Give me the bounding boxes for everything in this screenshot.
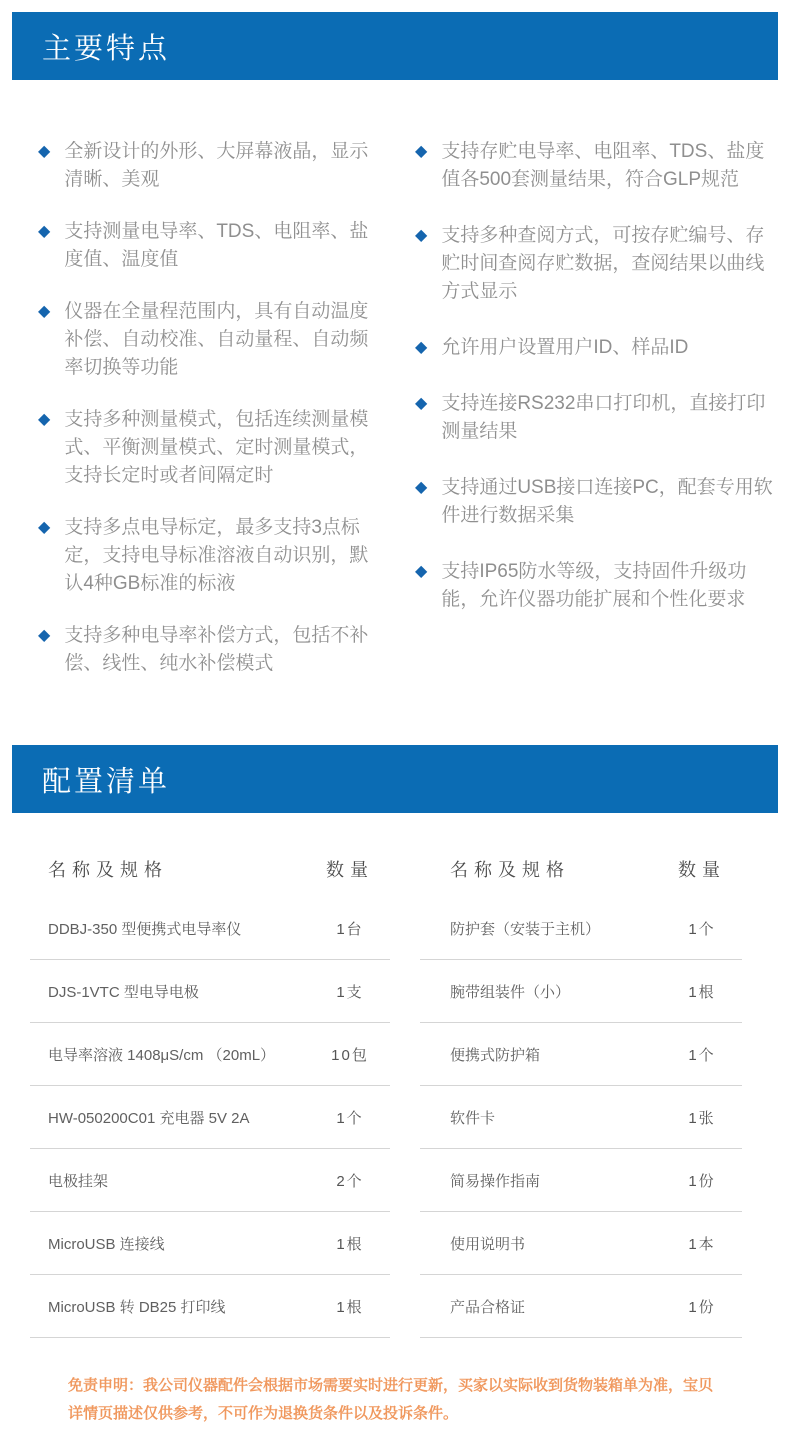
diamond-bullet-icon: ◆ — [38, 411, 51, 428]
feature-item — [38, 622, 387, 678]
table-header-row — [420, 841, 742, 897]
table-row — [30, 1212, 390, 1275]
item-name: 产品合格证 — [450, 1298, 526, 1316]
table-row — [420, 1023, 742, 1086]
item-qty: 1张 — [688, 1109, 716, 1127]
feature-text: 支持多点电导标定，最多支持3点标定，支持电导标准溶液自动识别，默认4种GB标准的标液 — [64, 517, 369, 594]
item-qty: 2个 — [336, 1172, 364, 1190]
feature-item — [38, 406, 387, 490]
item-name: 软件卡 — [450, 1109, 496, 1127]
feature-text: 支持连接RS232串口打印机，直接打印测量结果 — [441, 393, 766, 442]
feature-text: 支持通过USB接口连接PC，配套专用软件进行数据采集 — [441, 477, 773, 526]
item-name: HW-050200C01 充电器 5V 2A — [48, 1109, 250, 1127]
table-row — [420, 897, 742, 960]
features-column-left — [0, 138, 395, 733]
feature-text: 允许用户设置用户ID、样品ID — [441, 337, 689, 358]
item-name: MicroUSB 连接线 — [48, 1235, 165, 1253]
item-name: 电极挂架 — [48, 1172, 109, 1190]
disclaimer-text: 免责申明：我公司仪器配件会根据市场需要实时进行更新，买家以实际收到货物装箱单为准，宝贝详情页描述仅供参考，不可作为退换货条件以及投诉条件。 — [68, 1377, 714, 1422]
item-qty: 1个 — [336, 1109, 364, 1127]
item-name: 简易操作指南 — [450, 1172, 541, 1190]
item-name: DDBJ-350 型便携式电导率仪 — [48, 920, 242, 938]
diamond-bullet-icon: ◆ — [38, 519, 51, 536]
diamond-bullet-icon: ◆ — [415, 143, 428, 160]
config-table-right — [420, 841, 742, 1338]
features-section — [0, 80, 790, 733]
feature-item — [415, 138, 774, 194]
table-row — [30, 897, 390, 960]
table-row — [30, 960, 390, 1023]
feature-item — [38, 218, 387, 274]
diamond-bullet-icon: ◆ — [38, 627, 51, 644]
feature-text: 支持多种查阅方式，可按存贮编号、存贮时间查阅存贮数据，查阅结果以曲线方式显示 — [441, 225, 765, 302]
item-qty: 1份 — [688, 1172, 716, 1190]
item-name: DJS-1VTC 型电导电极 — [48, 983, 199, 1001]
name-header: 名称及规格 — [48, 860, 168, 880]
config-section-title: 配置清单 — [42, 765, 171, 798]
item-name: MicroUSB 转 DB25 打印线 — [48, 1298, 226, 1316]
feature-item — [38, 514, 387, 598]
item-qty: 1台 — [336, 920, 364, 938]
feature-text: 支持测量电导率、TDS、电阻率、盐度值、温度值 — [64, 221, 369, 270]
item-qty: 1本 — [688, 1235, 716, 1253]
feature-item — [38, 298, 387, 382]
name-header: 名称及规格 — [450, 860, 570, 880]
item-qty: 1份 — [688, 1298, 716, 1316]
item-qty: 10包 — [331, 1046, 369, 1064]
table-row — [420, 1149, 742, 1212]
features-column-right — [395, 138, 790, 733]
item-name: 电导率溶液 1408μS/cm （20mL） — [48, 1046, 276, 1064]
item-qty: 1根 — [336, 1235, 364, 1253]
config-table-left — [30, 841, 390, 1338]
feature-text: 支持存贮电导率、电阻率、TDS、盐度值各500套测量结果，符合GLP规范 — [441, 141, 765, 190]
table-row — [30, 1149, 390, 1212]
table-row — [30, 1275, 390, 1338]
qty-header: 数量 — [326, 860, 374, 880]
feature-text: 支持IP65防水等级，支持固件升级功能，允许仪器功能扩展和个性化要求 — [441, 561, 747, 610]
features-section-banner — [12, 12, 778, 80]
diamond-bullet-icon: ◆ — [38, 303, 51, 320]
table-row — [420, 1086, 742, 1149]
item-name: 便携式防护箱 — [450, 1046, 541, 1064]
feature-text: 支持多种电导率补偿方式，包括不补偿、线性、纯水补偿模式 — [64, 625, 369, 674]
item-name: 腕带组装件（小） — [450, 983, 571, 1001]
qty-header: 数量 — [678, 860, 726, 880]
features-section-title: 主要特点 — [42, 32, 171, 65]
diamond-bullet-icon: ◆ — [415, 395, 428, 412]
diamond-bullet-icon: ◆ — [415, 479, 428, 496]
feature-text: 全新设计的外形、大屏幕液晶，显示清晰、美观 — [64, 141, 369, 190]
item-name: 使用说明书 — [450, 1235, 526, 1253]
feature-item — [415, 558, 774, 614]
table-row — [420, 960, 742, 1023]
diamond-bullet-icon: ◆ — [38, 143, 51, 160]
diamond-bullet-icon: ◆ — [415, 227, 428, 244]
item-qty: 1个 — [688, 920, 716, 938]
feature-item — [415, 334, 774, 362]
feature-item — [38, 138, 387, 194]
feature-item — [415, 390, 774, 446]
table-row — [420, 1212, 742, 1275]
item-qty: 1根 — [688, 983, 716, 1001]
feature-text: 支持多种测量模式，包括连续测量模式、平衡测量模式、定时测量模式，支持长定时或者间隔定时 — [64, 409, 369, 486]
diamond-bullet-icon: ◆ — [415, 339, 428, 356]
diamond-bullet-icon: ◆ — [38, 223, 51, 240]
table-row — [30, 1086, 390, 1149]
table-header-row — [30, 841, 390, 897]
feature-item — [415, 222, 774, 306]
config-section-banner — [12, 745, 778, 813]
table-row — [30, 1023, 390, 1086]
table-row — [420, 1275, 742, 1338]
feature-item — [415, 474, 774, 530]
feature-text: 仪器在全量程范围内，具有自动温度补偿、自动校准、自动量程、自动频率切换等功能 — [64, 301, 369, 378]
item-name: 防护套（安装于主机） — [450, 920, 601, 938]
item-qty: 1支 — [336, 983, 364, 1001]
diamond-bullet-icon: ◆ — [415, 563, 428, 580]
item-qty: 1个 — [688, 1046, 716, 1064]
item-qty: 1根 — [336, 1298, 364, 1316]
config-table — [30, 841, 790, 1338]
